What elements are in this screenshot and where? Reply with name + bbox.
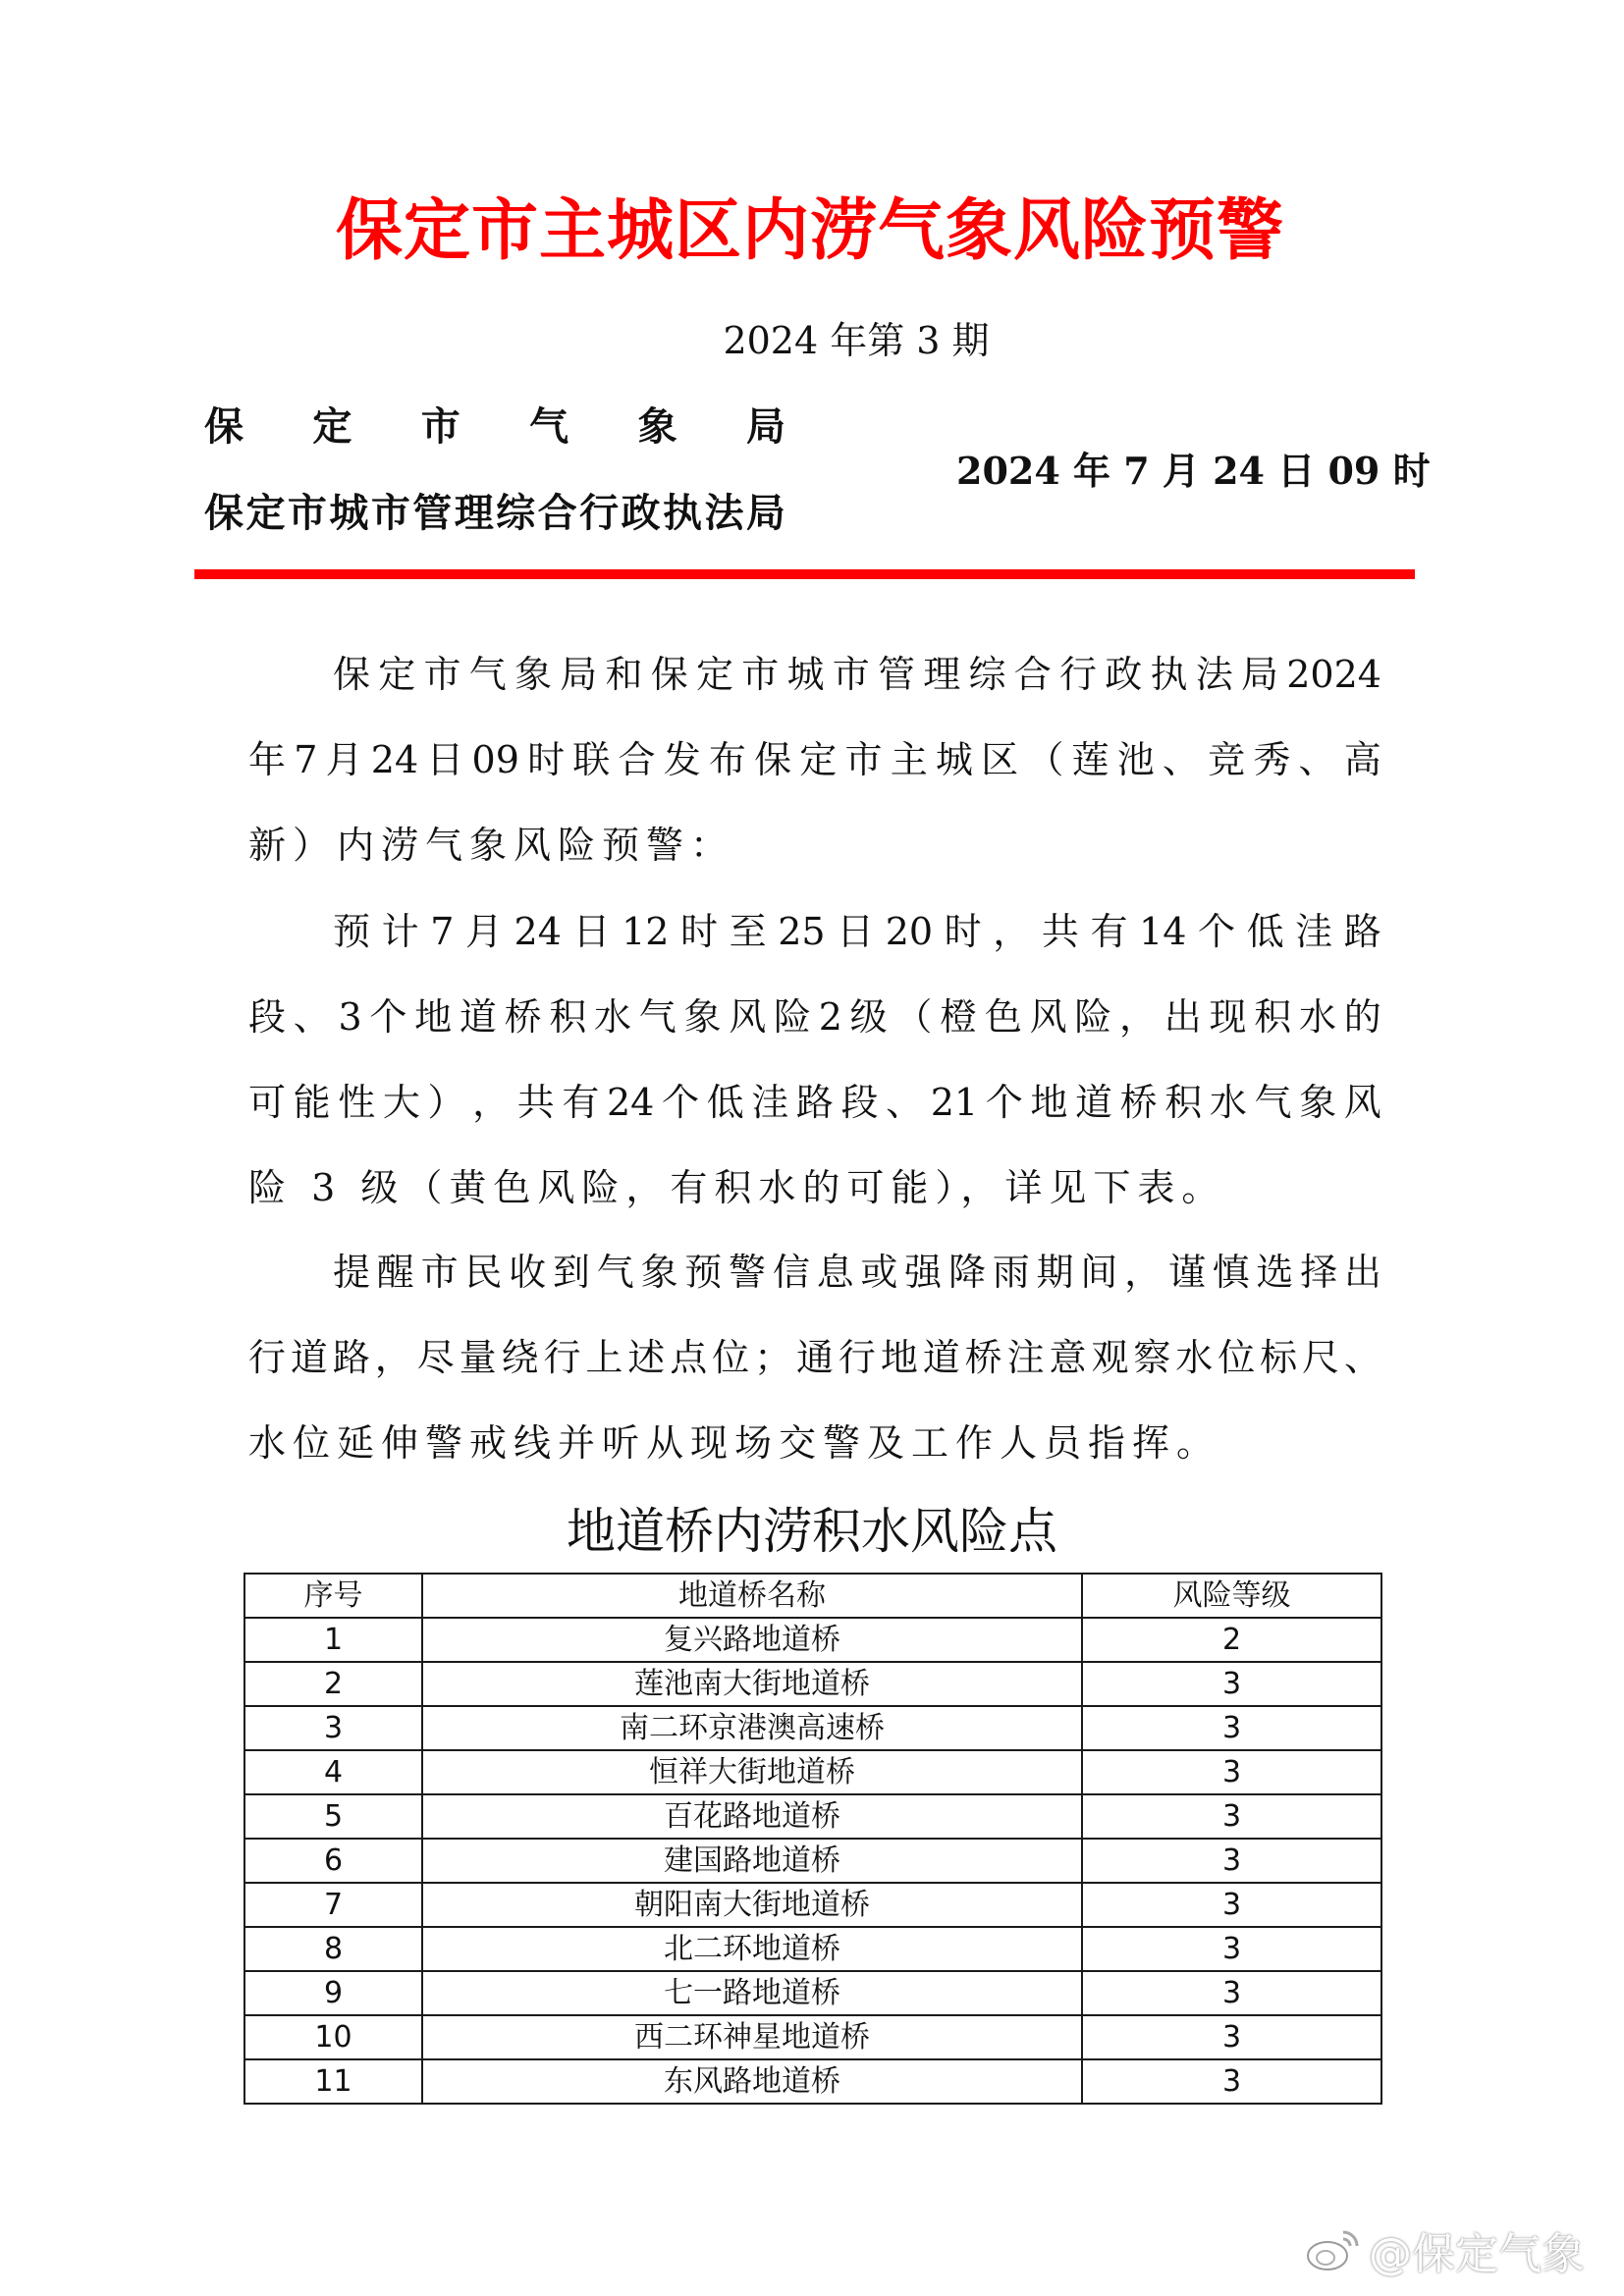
cell-index: 10 bbox=[244, 2015, 422, 2059]
cell-risk-level: 3 bbox=[1082, 1971, 1381, 2015]
cell-bridge-name: 百花路地道桥 bbox=[422, 1794, 1082, 1839]
cell-bridge-name: 朝阳南大街地道桥 bbox=[422, 1883, 1082, 1927]
text-line: 预 计 7 月 24 日 12 时 至 25 日 20 时 ， 共 有 14 个 低 洼 路 bbox=[333, 910, 1381, 953]
cell-bridge-name: 建国路地道桥 bbox=[422, 1839, 1082, 1883]
text-line: 行 道 路 ， 尽 量 绕 行 上 述 点 位 ； 通 行 地 道 桥 注 意 观 察 水 位 标 尺 、 bbox=[248, 1336, 1381, 1379]
agency-char: 城 bbox=[329, 491, 369, 536]
cell-risk-level: 3 bbox=[1082, 1927, 1381, 1971]
agency-char: 政 bbox=[621, 491, 661, 536]
cell-index: 11 bbox=[244, 2059, 422, 2104]
header-index: 序号 bbox=[244, 1574, 422, 1618]
agency-char: 象 bbox=[637, 404, 677, 450]
watermark-text: @保定气象 bbox=[1369, 2229, 1585, 2279]
cell-index: 3 bbox=[244, 1706, 422, 1750]
cell-index: 2 bbox=[244, 1662, 422, 1706]
table-row bbox=[244, 1839, 1381, 1883]
table-row bbox=[244, 1794, 1381, 1839]
paragraph-forecast bbox=[248, 889, 1381, 1231]
issue-number: 2024 年第 3 期 bbox=[723, 319, 990, 362]
text-line: 保 定 市 气 象 局 和 保 定 市 城 市 管 理 综 合 行 政 执 法 局 2024 bbox=[333, 653, 1381, 696]
risk-points-table bbox=[244, 1573, 1382, 2105]
agency-char: 市 bbox=[287, 491, 327, 536]
cell-index: 8 bbox=[244, 1927, 422, 1971]
cell-risk-level: 3 bbox=[1082, 2059, 1381, 2104]
cell-risk-level: 3 bbox=[1082, 1706, 1381, 1750]
cell-bridge-name: 复兴路地道桥 bbox=[422, 1618, 1082, 1662]
cell-bridge-name: 西二环神星地道桥 bbox=[422, 2015, 1082, 2059]
paragraph-reminder bbox=[248, 1230, 1381, 1486]
table-row bbox=[244, 1927, 1381, 1971]
agency-char: 合 bbox=[537, 491, 577, 536]
text-line: 提 醒 市 民 收 到 气 象 预 警 信 息 或 强 降 雨 期 间 ， 谨 慎 选 择 出 bbox=[333, 1251, 1381, 1294]
table-row bbox=[244, 2059, 1381, 2104]
weibo-watermark bbox=[1306, 2220, 1585, 2279]
cell-risk-level: 3 bbox=[1082, 1883, 1381, 1927]
document-title: 保定市主城区内涝气象风险预警 bbox=[335, 192, 1284, 270]
text-line: 可 能 性 大 ） ， 共 有 24 个 低 洼 路 段 、 21 个 地 道 桥 积 水 气 象 风 bbox=[248, 1081, 1381, 1124]
weibo-icon bbox=[1306, 2226, 1361, 2273]
agency-char: 定 bbox=[312, 404, 352, 450]
text-line: 水位延伸警戒线并听从现场交警及工作人员指挥。 bbox=[248, 1421, 1221, 1465]
cell-risk-level: 3 bbox=[1082, 1750, 1381, 1794]
cell-index: 4 bbox=[244, 1750, 422, 1794]
cell-index: 9 bbox=[244, 1971, 422, 2015]
agency-char: 局 bbox=[745, 491, 785, 536]
table-row bbox=[244, 1750, 1381, 1794]
table-row bbox=[244, 1706, 1381, 1750]
header-bridge-name: 地道桥名称 bbox=[422, 1574, 1082, 1618]
text-line: 年 7 月 24 日 09 时 联 合 发 布 保 定 市 主 城 区 （ 莲 池 、 竞 秀 、 高 bbox=[248, 738, 1381, 781]
agency-char: 理 bbox=[454, 491, 494, 536]
cell-bridge-name: 莲池南大街地道桥 bbox=[422, 1662, 1082, 1706]
cell-risk-level: 3 bbox=[1082, 1662, 1381, 1706]
agency-char: 定 bbox=[245, 491, 286, 536]
agency-char: 市 bbox=[420, 404, 460, 450]
cell-index: 1 bbox=[244, 1618, 422, 1662]
agency-char: 局 bbox=[745, 404, 785, 450]
text-line: 险 3 级（黄色风险，有积水的可能），详见下表。 bbox=[248, 1166, 1226, 1209]
table-row bbox=[244, 1971, 1381, 2015]
cell-bridge-name: 南二环京港澳高速桥 bbox=[422, 1706, 1082, 1750]
cell-index: 5 bbox=[244, 1794, 422, 1839]
cell-bridge-name: 东风路地道桥 bbox=[422, 2059, 1082, 2104]
cell-bridge-name: 北二环地道桥 bbox=[422, 1927, 1082, 1971]
agency-char: 管 bbox=[412, 491, 453, 536]
cell-bridge-name: 七一路地道桥 bbox=[422, 1971, 1082, 2015]
cell-risk-level: 2 bbox=[1082, 1618, 1381, 1662]
cell-risk-level: 3 bbox=[1082, 1794, 1381, 1839]
table-row bbox=[244, 1618, 1381, 1662]
table-row bbox=[244, 2015, 1381, 2059]
table-title: 地道桥内涝积水风险点 bbox=[567, 1503, 1057, 1560]
cell-bridge-name: 恒祥大街地道桥 bbox=[422, 1750, 1082, 1794]
agency-meteorological-bureau bbox=[204, 402, 785, 452]
agency-urban-management-bureau bbox=[204, 489, 785, 538]
cell-index: 7 bbox=[244, 1883, 422, 1927]
red-divider-rule bbox=[194, 569, 1415, 579]
text-line: 新）内涝气象风险预警： bbox=[248, 824, 735, 867]
agency-char: 行 bbox=[579, 491, 620, 536]
text-line: 段 、 3 个 地 道 桥 积 水 气 象 风 险 2 级 （ 橙 色 风 险 ， 出 现 积 水 的 bbox=[248, 995, 1381, 1039]
agency-char: 市 bbox=[370, 491, 410, 536]
cell-index: 6 bbox=[244, 1839, 422, 1883]
cell-risk-level: 3 bbox=[1082, 1839, 1381, 1883]
agency-char: 法 bbox=[704, 491, 744, 536]
cell-risk-level: 3 bbox=[1082, 2015, 1381, 2059]
paragraph-announcement bbox=[248, 632, 1381, 888]
table-row bbox=[244, 1883, 1381, 1927]
issue-date: 2024 年 7 月 24 日 09 时 bbox=[956, 449, 1431, 493]
agency-char: 保 bbox=[204, 491, 244, 536]
agency-char: 保 bbox=[204, 404, 244, 450]
table-row bbox=[244, 1662, 1381, 1706]
agency-char: 气 bbox=[529, 404, 569, 450]
agency-char: 综 bbox=[496, 491, 536, 536]
header-risk-level: 风险等级 bbox=[1082, 1574, 1381, 1618]
agency-char: 执 bbox=[662, 491, 702, 536]
table-header-row bbox=[244, 1574, 1381, 1618]
